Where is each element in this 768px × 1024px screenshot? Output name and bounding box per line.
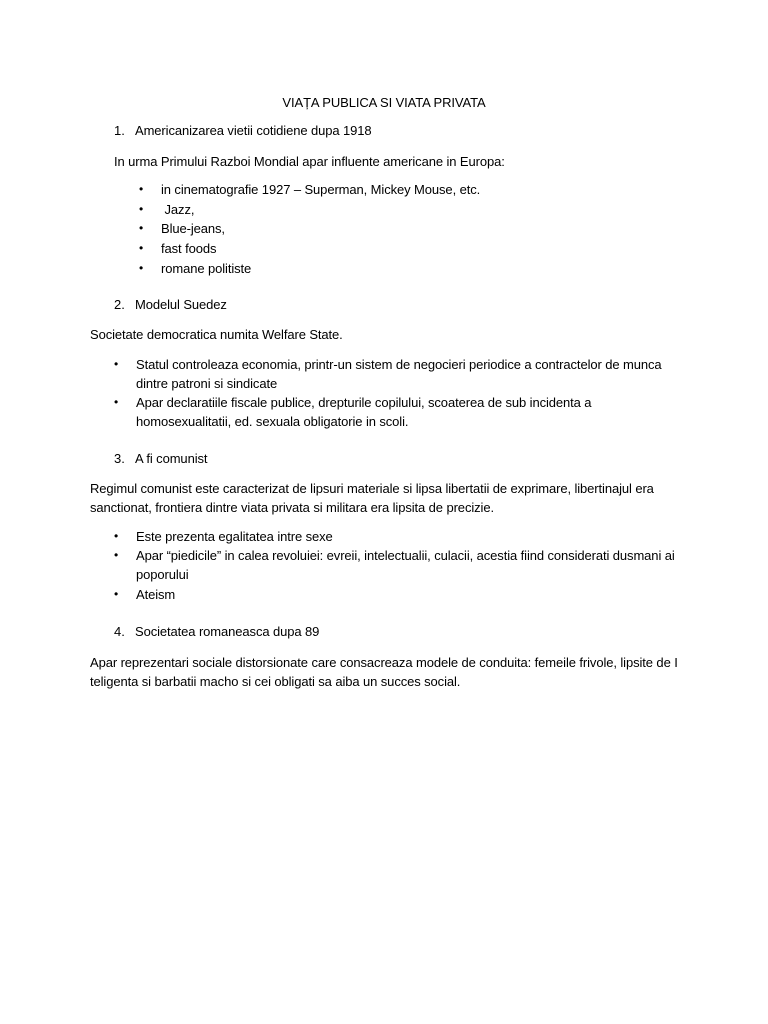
section-1-intro: In urma Primului Razboi Mondial apar influente americane in Europa: — [114, 154, 505, 169]
bullet-marker: • — [139, 261, 144, 275]
bullet-marker: • — [139, 221, 144, 235]
list-item-line: Apar declaratiile fiscale publice, drepturile copilului, scoaterea de sub incidenta a — [136, 395, 592, 410]
list-item-line: Ateism — [136, 587, 176, 602]
list-item-line: homosexualitatii, ed. sexuala obligatorie in scoli. — [136, 414, 409, 429]
section-3-intro-line: sanctionat, frontiera dintre viata privata si militara era lipsita de precizie. — [90, 500, 494, 515]
section-4-intro-line: Apar reprezentari sociale distorsionate care consacreaza modele de conduita: femeile frivole, lipsite de I — [90, 655, 678, 670]
section-2-number: 2. — [114, 297, 125, 312]
list-item: fast foods — [161, 241, 217, 256]
section-2-intro: Societate democratica numita Welfare State. — [90, 327, 343, 342]
list-item-line: poporului — [136, 567, 189, 582]
section-4-heading: Societatea romaneasca dupa 89 — [135, 624, 320, 639]
list-item-line: Statul controleaza economia, printr-un sistem de negocieri periodice a contractelor de munca — [136, 357, 662, 372]
bullet-marker: • — [114, 395, 119, 409]
section-1-number: 1. — [114, 123, 125, 138]
section-1-heading: Americanizarea vietii cotidiene dupa 1918 — [135, 123, 372, 138]
section-3-intro-line: Regimul comunist este caracterizat de lipsuri materiale si lipsa libertatii de exprimare, libertinajul era — [90, 481, 654, 496]
list-item: Jazz, — [161, 202, 195, 217]
bullet-marker: • — [139, 182, 144, 196]
list-item: Blue-jeans, — [161, 221, 225, 236]
section-3-heading: A fi comunist — [135, 451, 208, 466]
list-item: in cinematografie 1927 – Superman, Mickey Mouse, etc. — [161, 182, 481, 197]
section-4-number: 4. — [114, 624, 125, 639]
bullet-marker: • — [139, 202, 144, 216]
section-3-number: 3. — [114, 451, 125, 466]
list-item: romane politiste — [161, 261, 252, 276]
bullet-marker: • — [114, 548, 119, 562]
bullet-marker: • — [139, 241, 144, 255]
page-title: VIAȚA PUBLICA SI VIATA PRIVATA — [282, 95, 486, 110]
list-item-line: Este prezenta egalitatea intre sexe — [136, 529, 333, 544]
section-4-intro-line: teligenta si barbatii macho si cei obligati sa aiba un succes social. — [90, 674, 461, 689]
bullet-marker: • — [114, 587, 119, 601]
section-2-heading: Modelul Suedez — [135, 297, 227, 312]
list-item-line: dintre patroni si sindicate — [136, 376, 278, 391]
bullet-marker: • — [114, 357, 119, 371]
bullet-marker: • — [114, 529, 119, 543]
list-item-line: Apar “piedicile” in calea revoluiei: evreii, intelectualii, culacii, acestia fiind considerati dusmani ai — [136, 548, 675, 563]
